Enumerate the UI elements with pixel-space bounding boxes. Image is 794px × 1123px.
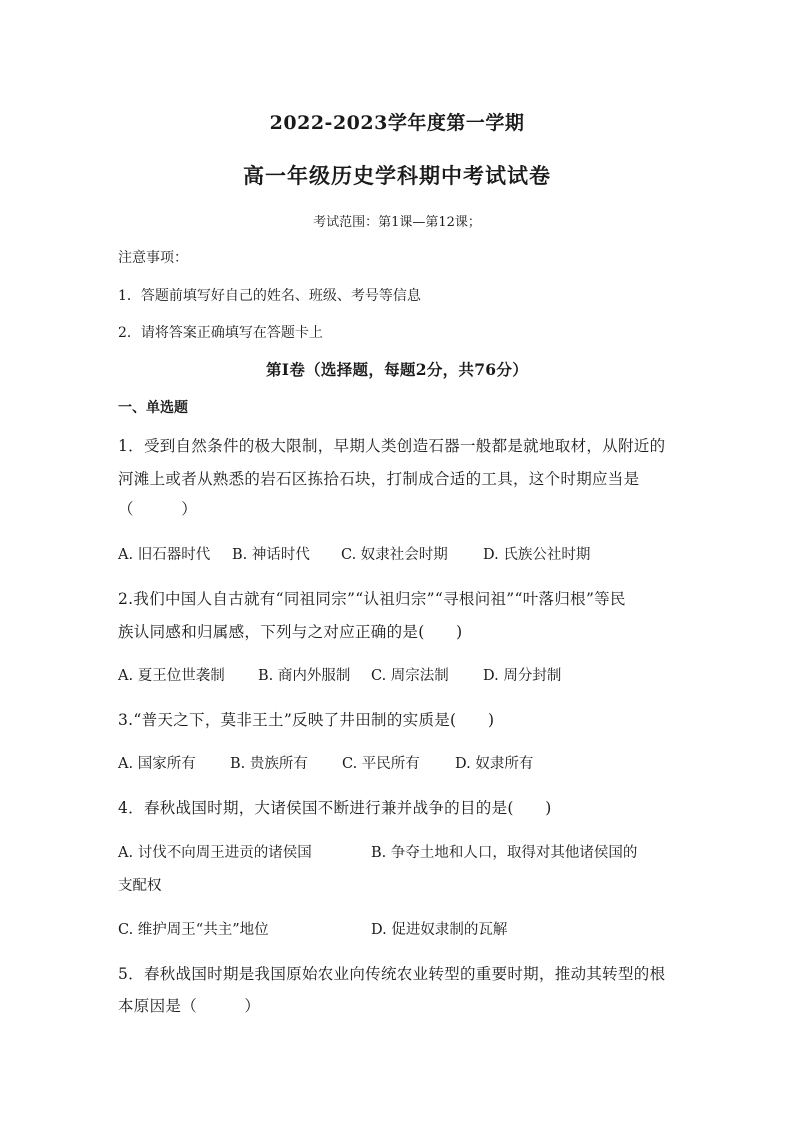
question-3-option-b: B. 贵族所有 <box>230 756 308 772</box>
question-4-option-b-continued: 支配权 <box>118 878 162 894</box>
question-3-option-a: A. 国家所有 <box>118 756 196 772</box>
note-item-1: 1．答题前填写好自己的姓名、班级、考号等信息 <box>118 288 421 304</box>
question-1-line-2: 河滩上或者从熟悉的岩石区拣拾石块，打制成合适的工具，这个时期应当是 <box>118 470 640 488</box>
question-5-line-1: 5．春秋战国时期是我国原始农业向传统农业转型的重要时期，推动其转型的根 <box>118 965 666 983</box>
question-1-line-1: 1．受到自然条件的极大限制，早期人类创造石器一般都是就地取材，从附近的 <box>118 437 666 455</box>
exam-subject-title: 高一年级历史学科期中考试试卷 <box>243 163 551 188</box>
question-1-option-c: C. 奴隶社会时期 <box>341 547 448 563</box>
question-4-option-b: B. 争夺土地和人口，取得对其他诸侯国的 <box>371 845 638 861</box>
question-2-option-c: C. 周宗法制 <box>371 668 449 684</box>
question-4-option-a: A. 讨伐不向周王进贡的诸侯国 <box>118 845 312 861</box>
exam-scope: 考试范围：第1课—第12课； <box>313 215 481 230</box>
exam-term-title: 2022-2023学年度第一学期 <box>269 112 525 134</box>
question-4-option-c: C. 维护周王“共主”地位 <box>118 922 269 938</box>
question-4-option-d: D. 促进奴隶制的瓦解 <box>371 922 508 938</box>
question-3-option-d: D. 奴隶所有 <box>455 756 534 772</box>
question-1-option-d: D. 氏族公社时期 <box>483 547 591 563</box>
question-2-option-b: B. 商内外服制 <box>258 668 351 684</box>
question-5-line-2: 本原因是（ ） <box>118 997 261 1015</box>
question-2-line-2: 族认同感和归属感，下列与之对应正确的是( ) <box>118 623 463 641</box>
notes-heading: 注意事项： <box>118 250 188 266</box>
question-2-option-a: A. 夏王位世袭制 <box>118 668 225 684</box>
question-1-option-a: A. 旧石器时代 <box>118 547 211 563</box>
section-heading: 一、单选题 <box>118 400 188 416</box>
question-2-line-1: 2.我们中国人自古就有“同祖同宗”“认祖归宗”“寻根问祖”“叶落归根”等民 <box>118 590 626 608</box>
question-3-line-1: 3.“普天之下，莫非王土”反映了井田制的实质是( ) <box>118 711 495 729</box>
question-1-option-b: B. 神话时代 <box>232 547 310 563</box>
part-title: 第I卷（选择题，每题2分，共76分） <box>265 360 528 379</box>
question-3-option-c: C. 平民所有 <box>342 756 420 772</box>
question-1-line-3: （ ） <box>118 500 198 518</box>
question-2-option-d: D. 周分封制 <box>483 668 562 684</box>
question-4-line-1: 4．春秋战国时期，大诸侯国不断进行兼并战争的目的是( ) <box>118 799 552 817</box>
note-item-2: 2．请将答案正确填写在答题卡上 <box>118 325 323 341</box>
